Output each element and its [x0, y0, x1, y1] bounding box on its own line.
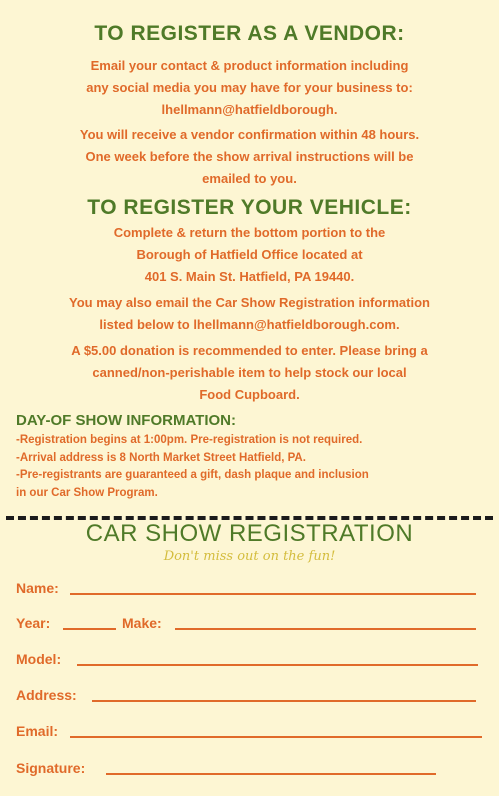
model-blank-line[interactable]	[77, 664, 478, 666]
vendor-confirmation-line: You will receive a vendor confirmation within 48 hours.	[79, 127, 420, 142]
day-of-item: -Pre-registrants are guaranteed a gift, dash plaque and inclusion	[16, 469, 369, 481]
address-blank-line[interactable]	[92, 700, 476, 702]
registration-heading: CAR SHOW REGISTRATION	[85, 520, 414, 547]
email-blank-line[interactable]	[70, 736, 482, 738]
email-label: Email:	[16, 723, 59, 739]
year-make-row	[16, 614, 476, 632]
model-field[interactable]	[16, 650, 478, 668]
vendor-email-line: any social media you may have for your business to:	[86, 80, 413, 95]
day-of-item: -Registration begins at 1:00pm. Pre-registration is not required.	[16, 434, 363, 446]
signature-field[interactable]	[16, 759, 436, 777]
vendor-heading: TO REGISTER AS A VENDOR:	[94, 22, 405, 45]
day-of-list	[16, 432, 486, 502]
donation-paragraph	[8, 340, 491, 406]
donation-line: canned/non-perishable item to help stock our local	[92, 365, 407, 380]
day-of-heading: DAY-OF SHOW INFORMATION:	[16, 412, 236, 429]
vendor-confirmation-line: One week before the show arrival instructions will be	[85, 149, 414, 164]
vehicle-email-paragraph	[8, 292, 491, 336]
vehicle-return-line: Borough of Hatfield Office located at	[136, 247, 363, 262]
vehicle-email-line: listed below to lhellmann@hatfieldborough.com.	[99, 317, 400, 332]
vehicle-return-paragraph	[8, 222, 491, 288]
address-field[interactable]	[16, 686, 476, 704]
vehicle-heading: TO REGISTER YOUR VEHICLE:	[87, 196, 412, 219]
vendor-email-line: Email your contact & product information including	[90, 58, 409, 73]
signature-label: Signature:	[16, 760, 86, 776]
year-blank-line[interactable]	[63, 628, 116, 630]
address-label: Address:	[16, 687, 77, 703]
model-label: Model:	[16, 651, 62, 667]
donation-line: A $5.00 donation is recommended to enter. Please bring a	[71, 343, 428, 358]
name-blank-line[interactable]	[70, 593, 476, 595]
vehicle-return-line: 401 S. Main St. Hatfield, PA 19440.	[144, 269, 355, 284]
vehicle-email-line: You may also email the Car Show Registration information	[69, 295, 430, 310]
vendor-email-paragraph	[8, 55, 491, 121]
vehicle-return-line: Complete & return the bottom portion to the	[113, 225, 386, 240]
name-label: Name:	[16, 580, 59, 596]
day-of-item: in our Car Show Program.	[16, 486, 158, 499]
year-label: Year:	[16, 615, 51, 631]
make-label: Make:	[122, 615, 162, 631]
name-field[interactable]	[16, 579, 476, 597]
make-blank-line[interactable]	[175, 628, 476, 630]
vendor-confirmation-line: emailed to you.	[202, 171, 297, 186]
registration-tagline: Don't miss out on the fun!	[163, 549, 336, 564]
donation-line: Food Cupboard.	[199, 387, 300, 402]
vendor-confirmation-paragraph	[8, 124, 491, 190]
vendor-email-address: lhellmann@hatfieldborough.	[161, 102, 338, 117]
day-of-item: -Arrival address is 8 North Market Street Hatfield, PA.	[16, 451, 306, 464]
email-field[interactable]	[16, 722, 482, 740]
signature-blank-line[interactable]	[106, 773, 436, 775]
